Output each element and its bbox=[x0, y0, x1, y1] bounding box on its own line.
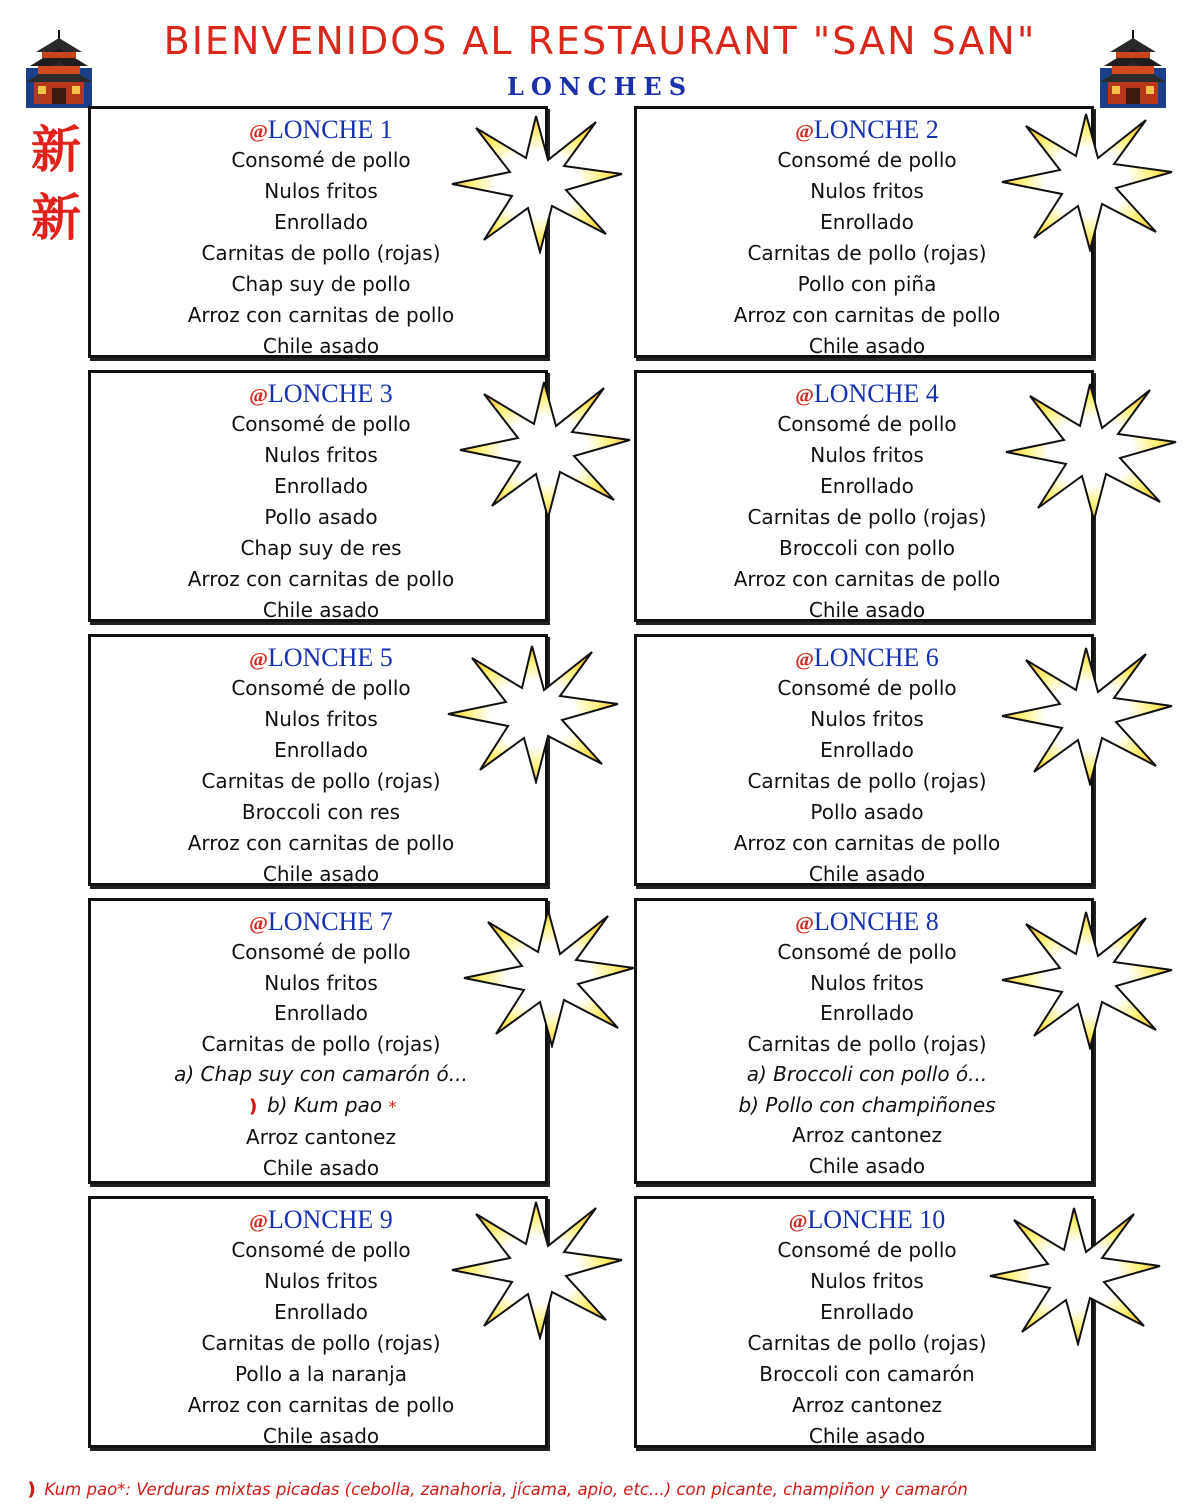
list-item: Pollo asado bbox=[264, 505, 378, 529]
list-item: a) Broccoli con pollo ó... bbox=[746, 1062, 988, 1086]
list-item: Nulos fritos bbox=[810, 970, 924, 995]
list-item: Chap suy de pollo bbox=[231, 272, 411, 296]
at-icon: @ bbox=[249, 385, 268, 407]
list-item: Arroz con carnitas de pollo bbox=[187, 303, 455, 327]
list-item: Arroz con carnitas de pollo bbox=[187, 831, 455, 855]
chinese-character: 新 bbox=[31, 120, 81, 179]
starburst-icon bbox=[446, 114, 626, 254]
list-item: Chap suy de res bbox=[240, 536, 402, 560]
list-item: Carnitas de pollo (rojas) bbox=[201, 1331, 441, 1355]
at-icon: @ bbox=[795, 649, 814, 671]
list-item: Carnitas de pollo (rojas) bbox=[747, 769, 987, 793]
list-item: Carnitas de pollo (rojas) bbox=[201, 241, 441, 265]
lonche-title: @LONCHE 8 bbox=[795, 907, 939, 936]
chili-pepper-icon: ❫ bbox=[24, 1479, 40, 1500]
list-item: Enrollado bbox=[274, 210, 368, 234]
list-item: Carnitas de pollo (rojas) bbox=[747, 1031, 987, 1056]
list-item: Arroz cantonez bbox=[792, 1393, 942, 1417]
lonche-title: @LONCHE 7 bbox=[249, 907, 393, 936]
lonche-title: @LONCHE 10 bbox=[788, 1205, 946, 1234]
list-item: Consomé de pollo bbox=[777, 676, 957, 700]
list-item: Chile asado bbox=[262, 1424, 380, 1448]
at-icon: @ bbox=[249, 913, 268, 935]
list-item: Arroz con carnitas de pollo bbox=[733, 303, 1001, 327]
list-item: Broccoli con pollo bbox=[779, 536, 955, 560]
lonche-title: @LONCHE 6 bbox=[795, 643, 939, 672]
list-item: Chile asado bbox=[808, 862, 926, 886]
list-item: Enrollado bbox=[274, 474, 368, 498]
list-item: Chile asado bbox=[262, 1155, 380, 1180]
list-item: Enrollado bbox=[274, 1300, 368, 1324]
list-item: Arroz cantonez bbox=[246, 1125, 396, 1149]
at-icon: @ bbox=[249, 121, 268, 143]
lonche-title: @LONCHE 9 bbox=[249, 1205, 393, 1234]
list-item: Consomé de pollo bbox=[777, 1238, 957, 1262]
footnote bbox=[24, 1478, 1184, 1502]
list-item-kum-pao: ❫ b) Kum pao * bbox=[245, 1092, 397, 1117]
list-item: Carnitas de pollo (rojas) bbox=[747, 505, 987, 529]
list-item: Consomé de pollo bbox=[777, 412, 957, 436]
starburst-icon bbox=[1000, 382, 1180, 522]
list-item: Arroz cantonez bbox=[792, 1123, 942, 1147]
list-item: Arroz con carnitas de pollo bbox=[187, 1393, 455, 1417]
list-item: Enrollado bbox=[820, 1001, 914, 1025]
at-icon: @ bbox=[788, 1211, 808, 1233]
list-item: a) Chap suy con camarón ó... bbox=[174, 1062, 468, 1086]
list-item: Chile asado bbox=[808, 334, 926, 358]
list-item: Arroz con carnitas de pollo bbox=[733, 567, 1001, 591]
lonche-title: @LONCHE 1 bbox=[249, 115, 393, 144]
starburst-icon bbox=[454, 380, 634, 520]
list-item: Consomé de pollo bbox=[231, 148, 411, 172]
lonche-title: @LONCHE 3 bbox=[249, 379, 393, 408]
list-item: Consomé de pollo bbox=[231, 1238, 411, 1262]
list-item: Nulos fritos bbox=[264, 1269, 378, 1293]
list-item: b) Pollo con champiñones bbox=[738, 1092, 996, 1117]
list-item: Nulos fritos bbox=[264, 970, 378, 995]
list-item: Chile asado bbox=[262, 862, 380, 886]
pagoda-icon bbox=[1098, 28, 1168, 108]
chili-pepper-icon: ❫ bbox=[245, 1095, 261, 1117]
list-item: Consomé de pollo bbox=[777, 148, 957, 172]
lonche-title: @LONCHE 2 bbox=[795, 115, 939, 144]
list-item: Enrollado bbox=[274, 738, 368, 762]
list-item: Broccoli con camarón bbox=[759, 1362, 975, 1386]
starburst-icon bbox=[458, 908, 638, 1048]
list-item: Pollo asado bbox=[810, 800, 924, 824]
starburst-icon bbox=[442, 644, 622, 784]
list-item: Nulos fritos bbox=[264, 179, 378, 203]
at-icon: @ bbox=[795, 385, 814, 407]
list-item: Consomé de pollo bbox=[777, 940, 957, 964]
list-item: Consomé de pollo bbox=[231, 412, 411, 436]
at-icon: @ bbox=[249, 649, 268, 671]
list-item: Nulos fritos bbox=[810, 443, 924, 467]
chinese-character: 新 bbox=[31, 188, 81, 247]
starburst-icon bbox=[996, 112, 1176, 252]
starburst-icon bbox=[984, 1206, 1164, 1346]
list-item: Pollo con piña bbox=[797, 272, 937, 296]
restaurant-title: BIENVENIDOS AL RESTAURANT "SAN SAN" bbox=[163, 19, 1037, 63]
list-item: Enrollado bbox=[820, 738, 914, 762]
list-item: Consomé de pollo bbox=[231, 940, 411, 964]
list-item: Carnitas de pollo (rojas) bbox=[747, 241, 987, 265]
starburst-icon bbox=[996, 910, 1176, 1050]
at-icon: @ bbox=[249, 1211, 268, 1233]
at-icon: @ bbox=[795, 121, 814, 143]
list-item: Nulos fritos bbox=[810, 179, 924, 203]
list-item: Chile asado bbox=[808, 1153, 926, 1178]
lonche-title: @LONCHE 5 bbox=[249, 643, 393, 672]
list-item: Chile asado bbox=[262, 598, 380, 622]
list-item: Nulos fritos bbox=[810, 707, 924, 731]
list-item: Chile asado bbox=[808, 1424, 926, 1448]
list-item: Arroz con carnitas de pollo bbox=[733, 831, 1001, 855]
section-title: LONCHES bbox=[506, 72, 694, 101]
list-item: Chile asado bbox=[808, 598, 926, 622]
at-icon: @ bbox=[795, 913, 814, 935]
starburst-icon bbox=[446, 1200, 626, 1340]
footnote-text: Kum pao*: Verduras mixtas picadas (cebolla, zanahoria, jícama, apio, etc...) con picante, champiñon y camarón bbox=[44, 1480, 968, 1499]
list-item: Enrollado bbox=[820, 1300, 914, 1324]
list-item: Pollo a la naranja bbox=[235, 1362, 407, 1386]
list-item: Nulos fritos bbox=[810, 1269, 924, 1293]
list-item: Nulos fritos bbox=[264, 443, 378, 467]
list-item: Carnitas de pollo (rojas) bbox=[747, 1331, 987, 1355]
list-item: Enrollado bbox=[820, 210, 914, 234]
lonche-title: @LONCHE 4 bbox=[795, 379, 939, 408]
list-item: Enrollado bbox=[274, 1001, 368, 1025]
asterisk-mark: * bbox=[388, 1096, 397, 1116]
list-item: Broccoli con res bbox=[241, 800, 401, 824]
list-item: Consomé de pollo bbox=[231, 676, 411, 700]
list-item: Nulos fritos bbox=[264, 707, 378, 731]
list-item: Carnitas de pollo (rojas) bbox=[201, 769, 441, 793]
starburst-icon bbox=[996, 646, 1176, 786]
list-item: Chile asado bbox=[262, 334, 380, 358]
pagoda-icon bbox=[24, 28, 94, 108]
list-item: Arroz con carnitas de pollo bbox=[187, 567, 455, 591]
list-item: Enrollado bbox=[820, 474, 914, 498]
list-item: Carnitas de pollo (rojas) bbox=[201, 1031, 441, 1056]
